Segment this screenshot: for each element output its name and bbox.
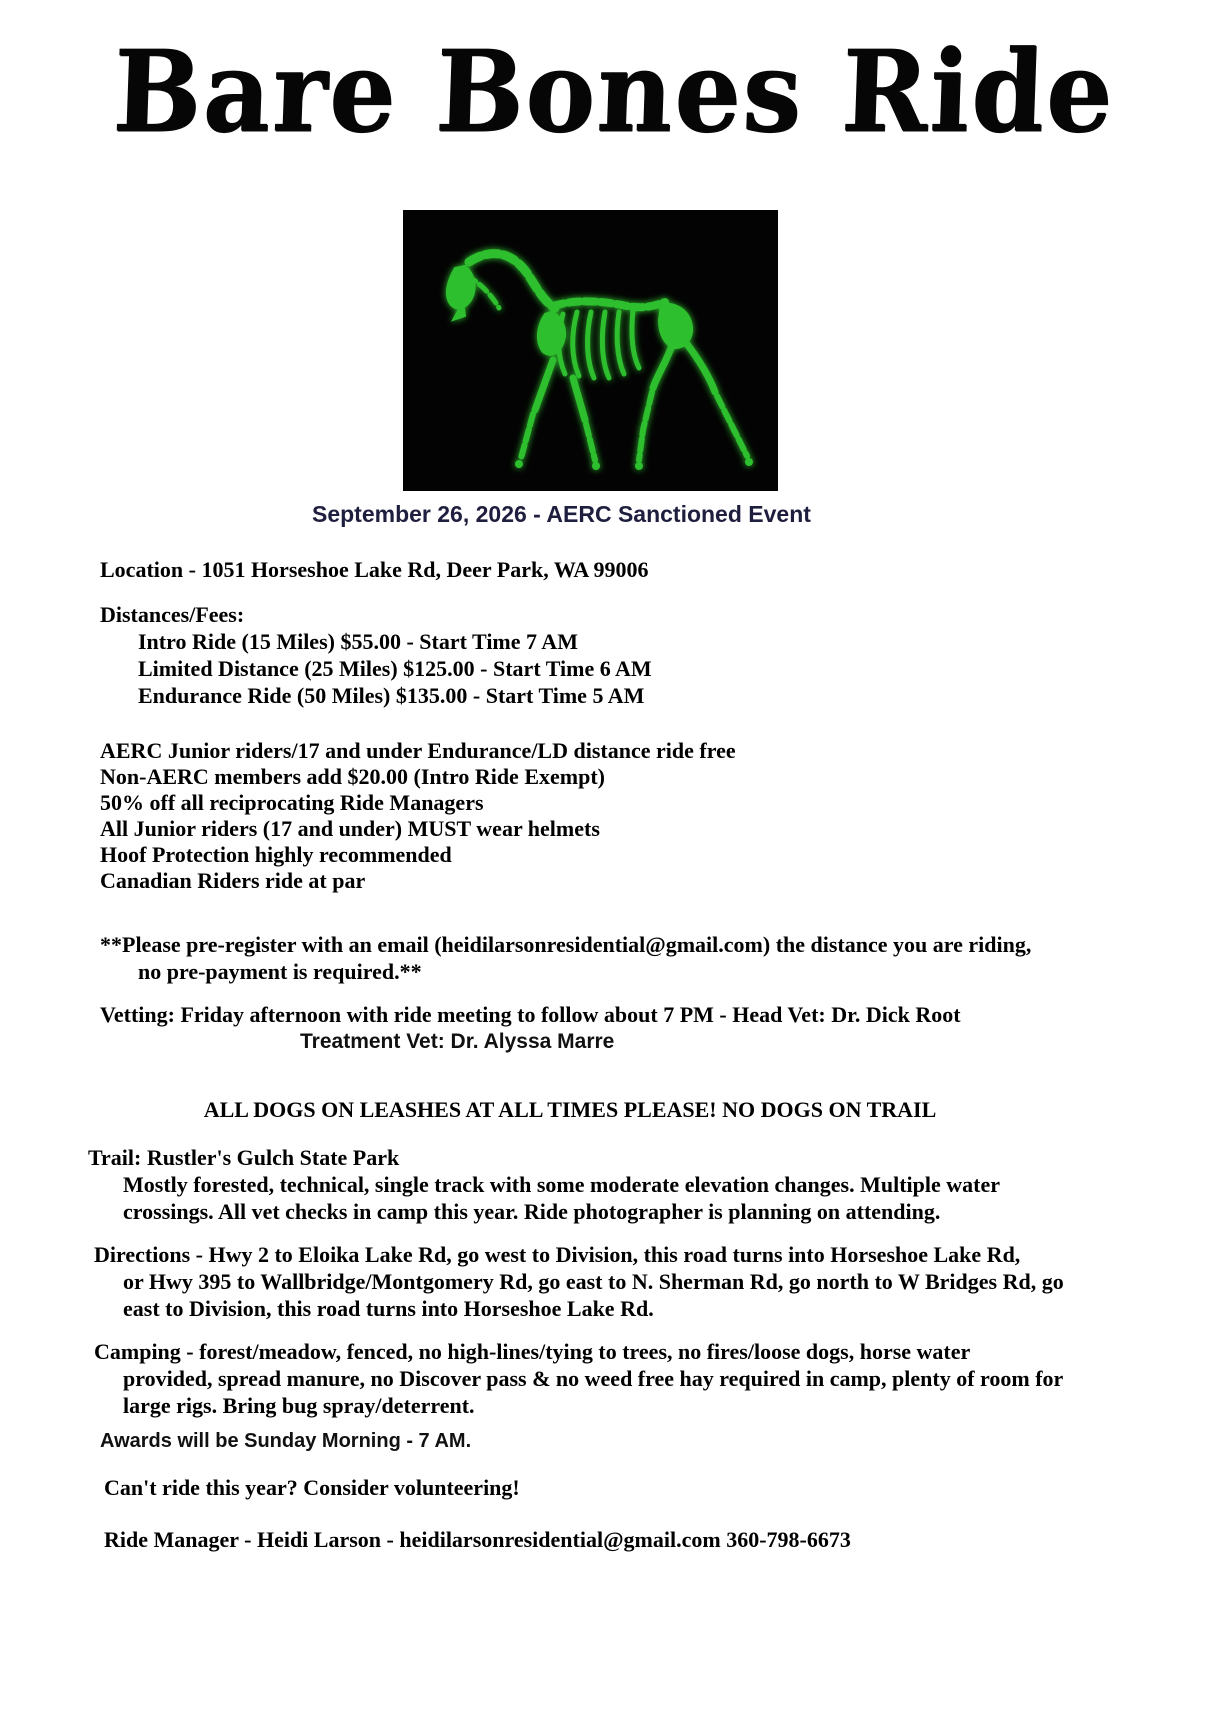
fees-section bbox=[100, 601, 1229, 709]
preregister-line-1: **Please pre-register with an email (heidilarsonresidential@gmail.com) the distance you are riding, bbox=[100, 931, 1032, 957]
note-junior-free: AERC Junior riders/17 and under Endurance/LD distance ride free bbox=[100, 737, 736, 763]
note-helmets: All Junior riders (17 and under) MUST wear helmets bbox=[100, 815, 600, 841]
location-line: Location - 1051 Horseshoe Lake Rd, Deer Park, WA 99006 bbox=[100, 556, 649, 582]
camping-line-3: large rigs. Bring bug spray/deterrent. bbox=[123, 1392, 475, 1418]
trail-header: Trail: Rustler's Gulch State Park bbox=[88, 1144, 400, 1170]
preregister-line-2: no pre-payment is required.** bbox=[138, 958, 422, 984]
trail-line-1: Mostly forested, technical, single track with some moderate elevation changes. Multiple water bbox=[123, 1171, 1000, 1197]
camping-line-1: Camping - forest/meadow, fenced, no high-lines/tying to trees, no fires/loose dogs, horse water bbox=[94, 1338, 971, 1364]
ride-manager-line: Ride Manager - Heidi Larson - heidilarsonresidential@gmail.com 360-798-6673 bbox=[104, 1526, 851, 1552]
fee-intro-ride: Intro Ride (15 Miles) $55.00 - Start Time 7 AM bbox=[138, 628, 578, 654]
dogs-notice: ALL DOGS ON LEASHES AT ALL TIMES PLEASE! NO DOGS ON TRAIL bbox=[203, 1096, 937, 1122]
preregister-section bbox=[100, 931, 1229, 985]
awards-line: Awards will be Sunday Morning - 7 AM. bbox=[100, 1429, 472, 1452]
page-title: Bare Bones Ride bbox=[110, 24, 1117, 158]
note-ride-managers: 50% off all reciprocating Ride Managers bbox=[100, 789, 484, 815]
skeleton-horse-svg bbox=[403, 210, 778, 491]
directions-line-2: or Hwy 395 to Wallbridge/Montgomery Rd, go east to N. Sherman Rd, go north to W Bridges Rd, go bbox=[123, 1268, 1064, 1294]
fee-endurance-ride: Endurance Ride (50 Miles) $135.00 - Start Time 5 AM bbox=[138, 682, 645, 708]
camping-line-2: provided, spread manure, no Discover pass & no weed free hay required in camp, plenty of room for bbox=[123, 1365, 1064, 1391]
camping-section bbox=[94, 1338, 1229, 1419]
treatment-vet-line: Treatment Vet: Dr. Alyssa Marre bbox=[300, 1029, 615, 1053]
fees-header: Distances/Fees: bbox=[100, 601, 245, 627]
rules-notes-section bbox=[100, 738, 1229, 894]
note-non-aerc: Non-AERC members add $20.00 (Intro Ride Exempt) bbox=[100, 763, 605, 789]
fee-limited-distance: Limited Distance (25 Miles) $125.00 - Start Time 6 AM bbox=[138, 655, 652, 681]
trail-line-2: crossings. All vet checks in camp this year. Ride photographer is planning on attending. bbox=[123, 1198, 941, 1224]
volunteer-line: Can't ride this year? Consider volunteering! bbox=[104, 1474, 520, 1500]
directions-line-3: east to Division, this road turns into Horseshoe Lake Rd. bbox=[123, 1295, 654, 1321]
directions-section bbox=[94, 1241, 1229, 1322]
directions-line-1: Directions - Hwy 2 to Eloika Lake Rd, go west to Division, this road turns into Horseshoe Lake Rd, bbox=[94, 1241, 1021, 1267]
skeleton-horse-image bbox=[403, 210, 778, 491]
note-hoof-protection: Hoof Protection highly recommended bbox=[100, 841, 452, 867]
flyer-page bbox=[0, 14, 1229, 1727]
note-canadian-riders: Canadian Riders ride at par bbox=[100, 867, 366, 893]
vetting-line: Vetting: Friday afternoon with ride meeting to follow about 7 PM - Head Vet: Dr. Dick Root bbox=[100, 1001, 961, 1027]
trail-section bbox=[88, 1144, 1229, 1225]
event-date-line: September 26, 2026 - AERC Sanctioned Event bbox=[312, 500, 811, 527]
